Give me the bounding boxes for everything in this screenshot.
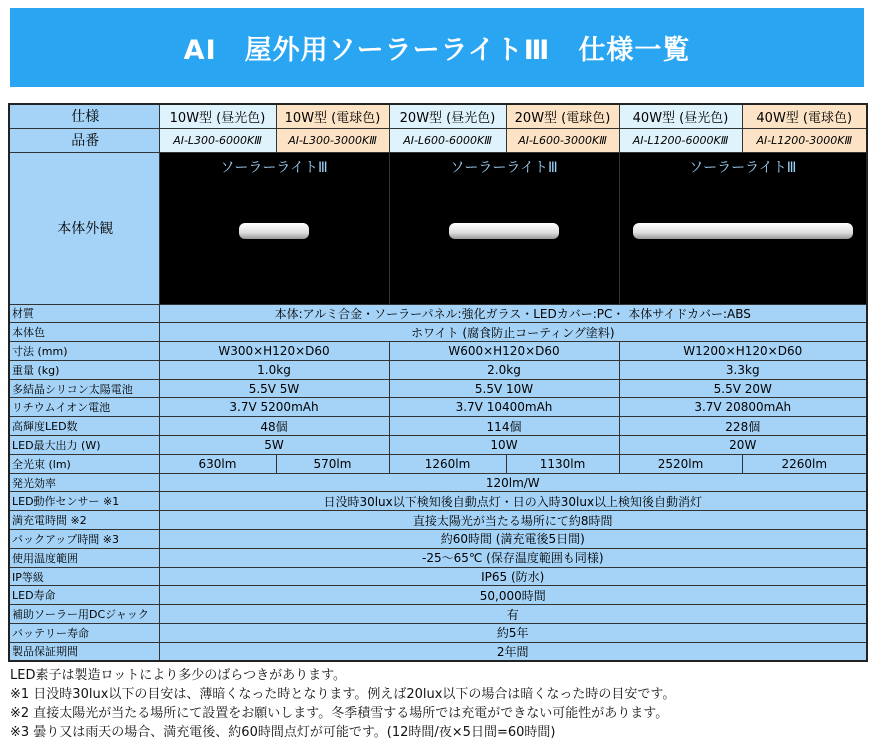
row-label: 使用温度範囲 [9, 548, 159, 567]
row-label: 発光効率 [9, 473, 159, 492]
table-row [9, 398, 867, 417]
footnote: ※3 曇り又は雨天の場合、満充電後、約60時間点灯が可能です。(12時間/夜×5日間=60時間) [10, 725, 556, 740]
table-row [9, 417, 867, 436]
row-label: リチウムイオン電池 [9, 398, 159, 417]
spec-value: 10W [389, 436, 619, 455]
row-label: LED寿命 [9, 586, 159, 605]
spec-value: 228個 [619, 417, 867, 436]
table-row [9, 104, 867, 128]
row-label: 全光束 (lm) [9, 454, 159, 473]
row-label: 多結晶シリコン太陽電池 [9, 379, 159, 398]
page-title: AI 屋外用ソーラーライトⅢ 仕様一覧 [10, 8, 864, 87]
table-row [9, 360, 867, 379]
spec-value: 日没時30lux以下検知後自動点灯・日の入時30lux以上検知後自動消灯 [159, 492, 867, 511]
spec-value: 3.7V 5200mAh [159, 398, 389, 417]
table-row [9, 605, 867, 624]
spec-value: 5.5V 20W [619, 379, 867, 398]
model-number: AI-L300-3000KⅢ [276, 128, 389, 152]
spec-value: 5.5V 10W [389, 379, 619, 398]
row-label: バックアップ時間 ※3 [9, 530, 159, 549]
spec-value: 3.3kg [619, 360, 867, 379]
column-header: 20W型 (昼光色) [389, 104, 506, 128]
row-label: 補助ソーラー用DCジャック [9, 605, 159, 624]
spec-value: 3.7V 20800mAh [619, 398, 867, 417]
row-label: 重量 (kg) [9, 360, 159, 379]
table-row [9, 642, 867, 661]
row-label: 品番 [9, 128, 159, 152]
model-number: AI-L1200-6000KⅢ [619, 128, 742, 152]
column-header: 20W型 (電球色) [506, 104, 619, 128]
spec-value: 約60時間 (満充電後5日間) [159, 530, 867, 549]
table-row [9, 342, 867, 361]
table-row [9, 511, 867, 530]
row-label: 材質 [9, 304, 159, 323]
spec-value: 3.7V 10400mAh [389, 398, 619, 417]
model-number: AI-L300-6000KⅢ [159, 128, 276, 152]
row-label: 製品保証期間 [9, 642, 159, 661]
table-row [9, 567, 867, 586]
spec-value: W1200×H120×D60 [619, 342, 867, 361]
spec-value: 630lm [159, 454, 276, 473]
table-row [9, 492, 867, 511]
table-row [9, 454, 867, 473]
spec-value: 5W [159, 436, 389, 455]
model-number: AI-L1200-3000KⅢ [742, 128, 867, 152]
spec-value: 約5年 [159, 624, 867, 643]
lamp-image [449, 223, 559, 239]
table-row [9, 379, 867, 398]
spec-table [8, 103, 868, 662]
product-image [389, 152, 619, 304]
spec-value: 50,000時間 [159, 586, 867, 605]
column-header: 10W型 (昼光色) [159, 104, 276, 128]
spec-value: 1.0kg [159, 360, 389, 379]
footnotes [10, 666, 675, 742]
spec-value: 直接太陽光が当たる場所にて約8時間 [159, 511, 867, 530]
spec-value: 2520lm [619, 454, 742, 473]
table-row [9, 548, 867, 567]
table-row [9, 323, 867, 342]
spec-value: 20W [619, 436, 867, 455]
spec-value: 5.5V 5W [159, 379, 389, 398]
row-label: 本体色 [9, 323, 159, 342]
column-header: 40W型 (昼光色) [619, 104, 742, 128]
spec-value: 114個 [389, 417, 619, 436]
spec-value: ホワイト (腐食防止コーティング塗料) [159, 323, 867, 342]
table-row [9, 586, 867, 605]
row-label: バッテリー寿命 [9, 624, 159, 643]
footnote: ※2 直接太陽光が当たる場所にて設置をお願いします。冬季積雪する場所では充電ができない可能性があります。 [10, 706, 669, 721]
spec-value: 1130lm [506, 454, 619, 473]
spec-value: W600×H120×D60 [389, 342, 619, 361]
product-name: ソーラーライトⅢ [220, 159, 328, 176]
table-row [9, 304, 867, 323]
table-row [9, 473, 867, 492]
column-header: 40W型 (電球色) [742, 104, 867, 128]
row-label: LED動作センサー ※1 [9, 492, 159, 511]
spec-value: -25～65℃ (保存温度範囲も同様) [159, 548, 867, 567]
table-row [9, 436, 867, 455]
product-image [159, 152, 389, 304]
footnote: ※1 日没時30lux以下の目安は、薄暗くなった時となります。例えば20lux以下の場合は暗くなった時の目安です。 [10, 687, 676, 702]
model-number: AI-L600-6000KⅢ [389, 128, 506, 152]
lamp-image [633, 223, 853, 239]
spec-value: 120lm/W [159, 473, 867, 492]
row-label: LED最大出力 (W) [9, 436, 159, 455]
row-label: 仕様 [9, 104, 159, 128]
table-row [9, 128, 867, 152]
spec-value: 2260lm [742, 454, 867, 473]
table-row [9, 530, 867, 549]
product-image [619, 152, 867, 304]
product-name: ソーラーライトⅢ [450, 159, 558, 176]
table-row [9, 624, 867, 643]
row-label: 寸法 (mm) [9, 342, 159, 361]
spec-value: 2.0kg [389, 360, 619, 379]
row-label: 本体外観 [9, 152, 159, 304]
spec-value: 本体:アルミ合金・ソーラーパネル:強化ガラス・LEDカバー:PC・ 本体サイドカバー:ABS [159, 304, 867, 323]
lamp-image [239, 223, 309, 239]
table-row [9, 152, 867, 304]
spec-value: 570lm [276, 454, 389, 473]
spec-value: W300×H120×D60 [159, 342, 389, 361]
spec-value: 1260lm [389, 454, 506, 473]
column-header: 10W型 (電球色) [276, 104, 389, 128]
row-label: 満充電時間 ※2 [9, 511, 159, 530]
model-number: AI-L600-3000KⅢ [506, 128, 619, 152]
spec-value: 有 [159, 605, 867, 624]
footnote: LED素子は製造ロットにより多少のばらつきがあります。 [10, 668, 347, 683]
spec-value: IP65 (防水) [159, 567, 867, 586]
spec-value: 48個 [159, 417, 389, 436]
row-label: IP等級 [9, 567, 159, 586]
spec-value: 2年間 [159, 642, 867, 661]
product-name: ソーラーライトⅢ [689, 159, 797, 176]
row-label: 高輝度LED数 [9, 417, 159, 436]
